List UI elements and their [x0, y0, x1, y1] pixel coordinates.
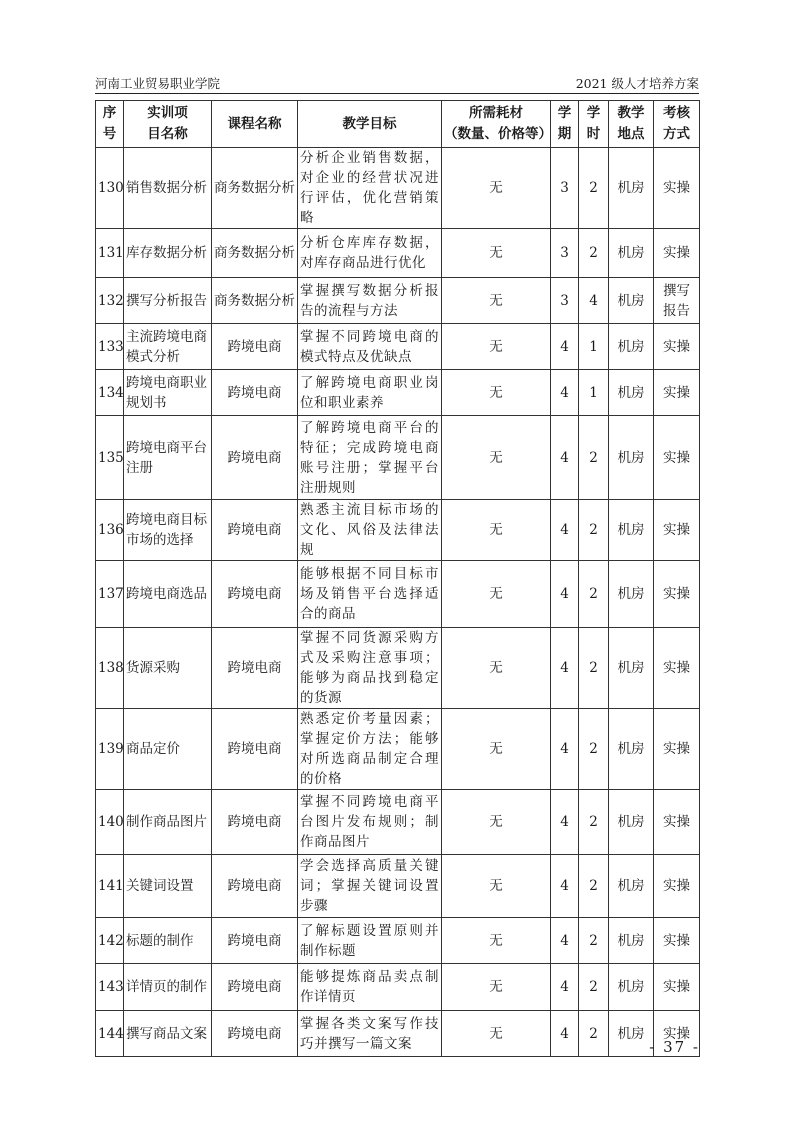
- course-name: 商务数据分析: [212, 278, 298, 324]
- project-name: 跨境电商选品: [124, 561, 212, 628]
- row-number: 144: [96, 1011, 124, 1057]
- institution-name: 河南工业贸易职业学院: [95, 76, 221, 91]
- training-projects-table: [95, 100, 700, 1057]
- consumables: 无: [442, 561, 551, 628]
- location: 机房: [609, 790, 654, 855]
- evaluation: 实操: [654, 790, 700, 855]
- evaluation: 实操: [654, 628, 700, 709]
- course-name: 跨境电商: [212, 500, 298, 561]
- consumables: 无: [442, 500, 551, 561]
- semester: 4: [551, 370, 579, 416]
- col-header-location: 教学 地点: [609, 101, 654, 148]
- semester: 4: [551, 500, 579, 561]
- hours: 2: [579, 790, 609, 855]
- consumables: 无: [442, 628, 551, 709]
- row-number: 140: [96, 790, 124, 855]
- hours: 2: [579, 148, 609, 229]
- row-number: 132: [96, 278, 124, 324]
- project-name: 关键词设置: [124, 855, 212, 918]
- teaching-goal: 掌握不同货源采购方式及采购注意事项；能够为商品找到稳定的货源: [298, 628, 442, 709]
- row-number: 142: [96, 918, 124, 964]
- table-row: [96, 148, 700, 229]
- teaching-goal: 了解跨境电商职业岗位和职业素养: [298, 370, 442, 416]
- consumables: 无: [442, 229, 551, 278]
- hours: 2: [579, 855, 609, 918]
- course-name: 跨境电商: [212, 1011, 298, 1057]
- evaluation: 实操: [654, 500, 700, 561]
- consumables: 无: [442, 148, 551, 229]
- location: 机房: [609, 416, 654, 500]
- teaching-goal: 学会选择高质量关键词；掌握关键词设置步骤: [298, 855, 442, 918]
- teaching-goal: 分析企业销售数据，对企业的经营状况进行评估，优化营销策略: [298, 148, 442, 229]
- location: 机房: [609, 324, 654, 370]
- header-divider: [95, 93, 699, 94]
- semester: 4: [551, 416, 579, 500]
- location: 机房: [609, 918, 654, 964]
- page-number: - 37 -: [649, 1038, 700, 1056]
- document-title: 2021 级人才培养方案: [575, 76, 699, 91]
- evaluation: 实操: [654, 709, 700, 790]
- table-row: [96, 500, 700, 561]
- project-name: 主流跨境电商模式分析: [124, 324, 212, 370]
- hours: 4: [579, 278, 609, 324]
- col-header-hours: 学 时: [579, 101, 609, 148]
- teaching-goal: 能够根据不同目标市场及销售平台选择适合的商品: [298, 561, 442, 628]
- row-number: 137: [96, 561, 124, 628]
- teaching-goal: 掌握不同跨境电商的模式特点及优缺点: [298, 324, 442, 370]
- location: 机房: [609, 500, 654, 561]
- table-row: [96, 964, 700, 1011]
- evaluation: 实操: [654, 148, 700, 229]
- consumables: 无: [442, 709, 551, 790]
- table-row: [96, 561, 700, 628]
- col-header-number: 序 号: [96, 101, 124, 148]
- semester: 4: [551, 964, 579, 1011]
- table-row: [96, 918, 700, 964]
- project-name: 跨境电商平台注册: [124, 416, 212, 500]
- evaluation: 实操: [654, 855, 700, 918]
- location: 机房: [609, 709, 654, 790]
- course-name: 跨境电商: [212, 416, 298, 500]
- col-header-teaching-goal: 教学目标: [298, 101, 442, 148]
- teaching-goal: 熟悉定价考量因素；掌握定价方法；能够对所选商品制定合理的价格: [298, 709, 442, 790]
- project-name: 标题的制作: [124, 918, 212, 964]
- course-name: 商务数据分析: [212, 148, 298, 229]
- hours: 2: [579, 561, 609, 628]
- table-row: [96, 628, 700, 709]
- table-row: [96, 278, 700, 324]
- consumables: 无: [442, 278, 551, 324]
- semester: 4: [551, 709, 579, 790]
- table-body: [96, 148, 700, 1057]
- course-name: 跨境电商: [212, 324, 298, 370]
- row-number: 131: [96, 229, 124, 278]
- teaching-goal: 熟悉主流目标市场的文化、风俗及法律法规: [298, 500, 442, 561]
- hours: 2: [579, 1011, 609, 1057]
- table-row: [96, 416, 700, 500]
- teaching-goal: 了解标题设置原则并制作标题: [298, 918, 442, 964]
- hours: 2: [579, 628, 609, 709]
- project-name: 货源采购: [124, 628, 212, 709]
- course-name: 跨境电商: [212, 628, 298, 709]
- consumables: 无: [442, 964, 551, 1011]
- course-name: 跨境电商: [212, 790, 298, 855]
- evaluation: 实操: [654, 370, 700, 416]
- course-name: 跨境电商: [212, 561, 298, 628]
- evaluation: 实操: [654, 324, 700, 370]
- hours: 1: [579, 324, 609, 370]
- row-number: 138: [96, 628, 124, 709]
- row-number: 143: [96, 964, 124, 1011]
- row-number: 141: [96, 855, 124, 918]
- table-row: [96, 229, 700, 278]
- project-name: 制作商品图片: [124, 790, 212, 855]
- table-header-row: [96, 101, 700, 148]
- col-header-consumables: 所需耗材 （数量、价格等）: [442, 101, 551, 148]
- semester: 4: [551, 561, 579, 628]
- course-name: 跨境电商: [212, 964, 298, 1011]
- col-header-project-name: 实训项 目名称: [124, 101, 212, 148]
- hours: 2: [579, 709, 609, 790]
- col-header-evaluation: 考核 方式: [654, 101, 700, 148]
- consumables: 无: [442, 790, 551, 855]
- semester: 4: [551, 918, 579, 964]
- consumables: 无: [442, 1011, 551, 1057]
- table-row: [96, 709, 700, 790]
- semester: 3: [551, 278, 579, 324]
- consumables: 无: [442, 370, 551, 416]
- course-name: 跨境电商: [212, 918, 298, 964]
- col-header-course-name: 课程名称: [212, 101, 298, 148]
- location: 机房: [609, 278, 654, 324]
- project-name: 库存数据分析: [124, 229, 212, 278]
- evaluation: 实操: [654, 229, 700, 278]
- project-name: 销售数据分析: [124, 148, 212, 229]
- consumables: 无: [442, 324, 551, 370]
- semester: 4: [551, 324, 579, 370]
- hours: 2: [579, 500, 609, 561]
- semester: 4: [551, 790, 579, 855]
- evaluation: 实操: [654, 918, 700, 964]
- consumables: 无: [442, 855, 551, 918]
- evaluation: 实操: [654, 1011, 700, 1057]
- row-number: 136: [96, 500, 124, 561]
- row-number: 135: [96, 416, 124, 500]
- row-number: 134: [96, 370, 124, 416]
- location: 机房: [609, 148, 654, 229]
- course-name: 跨境电商: [212, 709, 298, 790]
- evaluation: 实操: [654, 964, 700, 1011]
- project-name: 详情页的制作: [124, 964, 212, 1011]
- table-row: [96, 370, 700, 416]
- evaluation: 撰写报告: [654, 278, 700, 324]
- teaching-goal: 掌握各类文案写作技巧并撰写一篇文案: [298, 1011, 442, 1057]
- consumables: 无: [442, 918, 551, 964]
- teaching-goal: 分析仓库库存数据，对库存商品进行优化: [298, 229, 442, 278]
- teaching-goal: 了解跨境电商平台的特征；完成跨境电商账号注册；掌握平台注册规则: [298, 416, 442, 500]
- page-header: [95, 74, 699, 94]
- semester: 4: [551, 1011, 579, 1057]
- location: 机房: [609, 229, 654, 278]
- course-name: 商务数据分析: [212, 229, 298, 278]
- consumables: 无: [442, 416, 551, 500]
- row-number: 139: [96, 709, 124, 790]
- row-number: 133: [96, 324, 124, 370]
- row-number: 130: [96, 148, 124, 229]
- teaching-goal: 掌握撰写数据分析报告的流程与方法: [298, 278, 442, 324]
- location: 机房: [609, 561, 654, 628]
- location: 机房: [609, 628, 654, 709]
- hours: 2: [579, 918, 609, 964]
- table-row: [96, 1011, 700, 1057]
- table-row: [96, 855, 700, 918]
- hours: 2: [579, 416, 609, 500]
- semester: 3: [551, 229, 579, 278]
- location: 机房: [609, 1011, 654, 1057]
- project-name: 撰写分析报告: [124, 278, 212, 324]
- course-name: 跨境电商: [212, 370, 298, 416]
- location: 机房: [609, 855, 654, 918]
- teaching-goal: 能够提炼商品卖点制作详情页: [298, 964, 442, 1011]
- teaching-goal: 掌握不同跨境电商平台图片发布规则；制作商品图片: [298, 790, 442, 855]
- col-header-semester: 学 期: [551, 101, 579, 148]
- location: 机房: [609, 964, 654, 1011]
- semester: 3: [551, 148, 579, 229]
- project-name: 撰写商品文案: [124, 1011, 212, 1057]
- table-row: [96, 324, 700, 370]
- project-name: 跨境电商目标市场的选择: [124, 500, 212, 561]
- hours: 1: [579, 370, 609, 416]
- semester: 4: [551, 855, 579, 918]
- evaluation: 实操: [654, 561, 700, 628]
- project-name: 商品定价: [124, 709, 212, 790]
- location: 机房: [609, 370, 654, 416]
- evaluation: 实操: [654, 416, 700, 500]
- hours: 2: [579, 229, 609, 278]
- semester: 4: [551, 628, 579, 709]
- table-row: [96, 790, 700, 855]
- course-name: 跨境电商: [212, 855, 298, 918]
- project-name: 跨境电商职业规划书: [124, 370, 212, 416]
- hours: 2: [579, 964, 609, 1011]
